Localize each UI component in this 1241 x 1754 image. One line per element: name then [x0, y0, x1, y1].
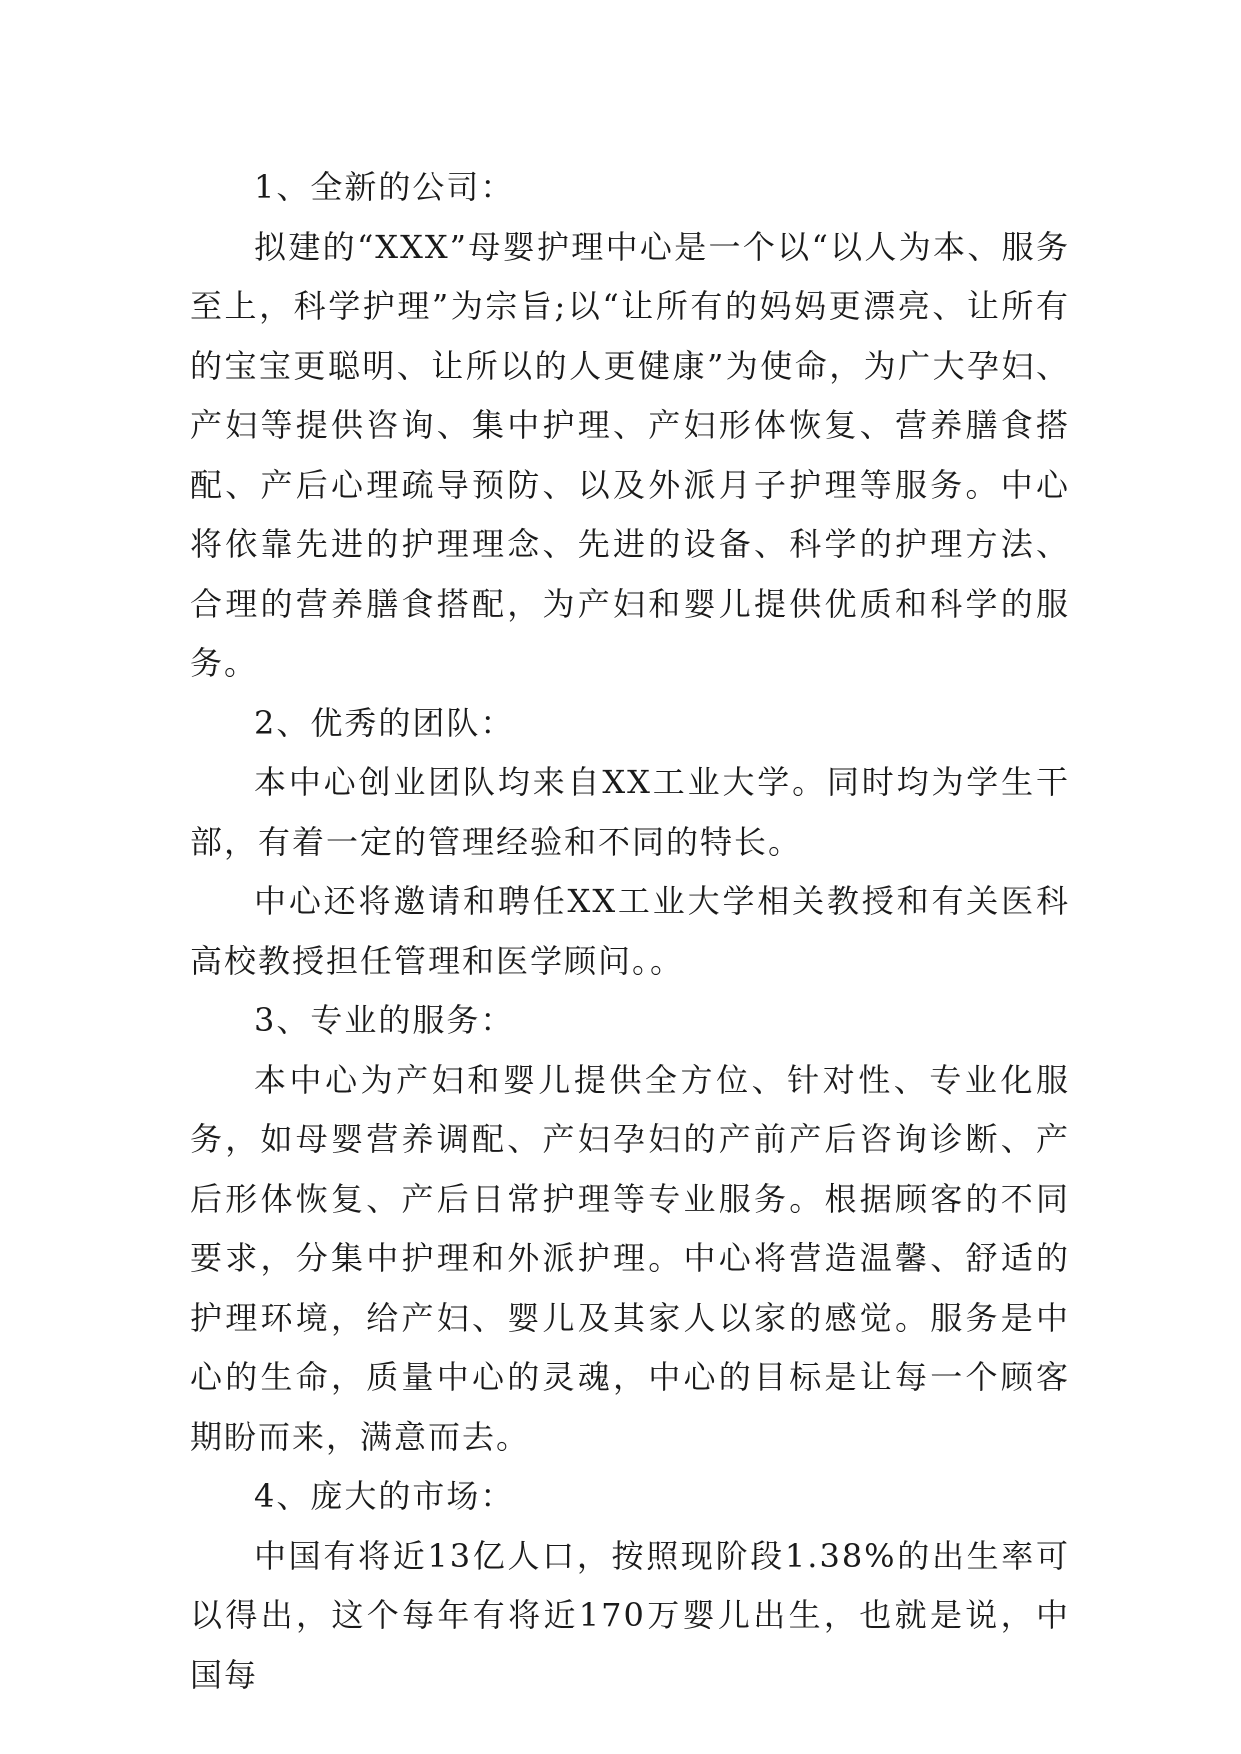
- paragraph-advisors: 中心还将邀请和聘任XX工业大学相关教授和有关医科高校教授担任管理和医学顾问。。: [190, 882, 1070, 980]
- document-body: [190, 158, 1070, 1705]
- section-heading-3: 3、专业的服务：: [254, 1001, 515, 1039]
- section-heading-4: 4、庞大的市场：: [254, 1477, 515, 1515]
- paragraph-company: 拟建的“XXX”母婴护理中心是一个以“以人为本、服务至上，科学护理”为宗旨;以“让所有的妈妈更漂亮、让所有的宝宝更聪明、让所以的人更健康”为使命，为广大孕妇、产妇等提供咨询、集中护理、产妇形体恢复、营养膳食搭配、产后心理疏导预防、以及外派月子护理等服务。中心将依靠先进的护理理念、先进的设备、科学的护理方法、合理的营养膳食搭配，为产妇和婴儿提供优质和科学的服务。: [190, 227, 1070, 682]
- paragraph-service: 本中心为产妇和婴儿提供全方位、针对性、专业化服务，如母婴营养调配、产妇孕妇的产前产后咨询诊断、产后形体恢复、产后日常护理等专业服务。根据顾客的不同要求，分集中护理和外派护理。中心将营造温馨、舒适的护理环境，给产妇、婴儿及其家人以家的感觉。服务是中心的生命，质量中心的灵魂，中心的目标是让每一个顾客期盼而来，满意而去。: [190, 1060, 1070, 1456]
- paragraph-market: 中国有将近13亿人口，按照现阶段1.38%的出生率可以得出，这个每年有将近170万婴儿出生，也就是说，中国每: [190, 1536, 1070, 1694]
- section-heading-1: 1、全新的公司：: [254, 168, 515, 206]
- section-heading-2: 2、优秀的团队：: [254, 703, 515, 742]
- paragraph-team: 本中心创业团队均来自XX工业大学。同时均为学生干部，有着一定的管理经验和不同的特长。: [190, 763, 1070, 861]
